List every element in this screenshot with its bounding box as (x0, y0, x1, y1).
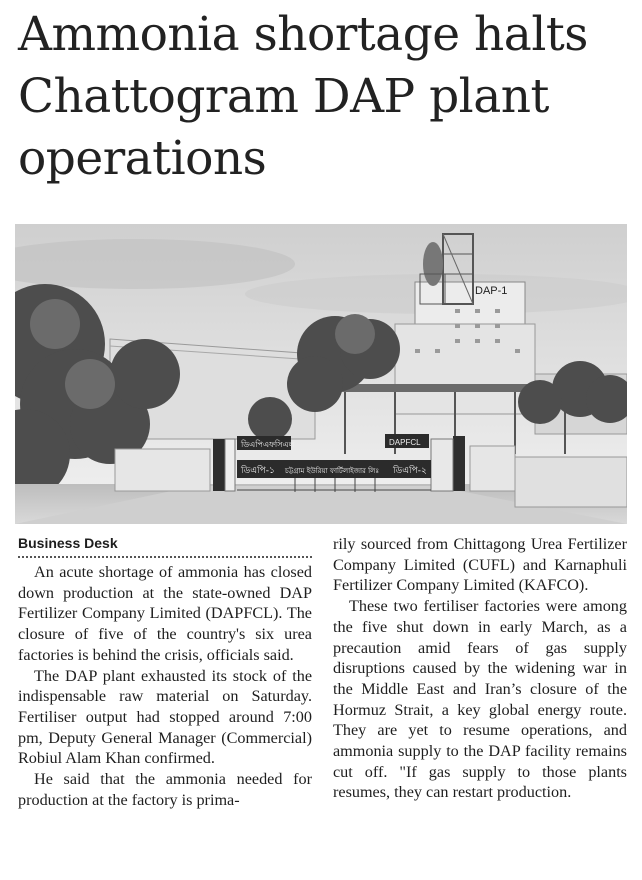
gate-sign-top-right: DAPFCL (389, 438, 421, 447)
article-column-right (333, 534, 627, 803)
tower-label: DAP-1 (475, 285, 508, 297)
gate-sign-center: চট্টগ্রাম ইউরিয়া ফার্টিলাইজার লিঃ (285, 467, 380, 475)
paragraph-3: He said that the ammonia needed for production at the factory is prima- (18, 770, 312, 809)
plant-gate-image (15, 224, 627, 524)
paragraph-3-continued: rily sourced from Chittagong Urea Fertilizer Company Limited (CUFL) and Karnaphuli Fertilizer Company Limited (KAFCO). (333, 535, 627, 595)
article-column-left (18, 534, 312, 810)
paragraph-4: These two fertiliser factories were among the five shut down in early March, as a precaution amid fears of gas supply disruptions caused by the widening war in the Middle East and Iran’s closure of the Hormuz Strait, a key global energy route. They are yet to resume operations, and ammonia supply to the DAP facility remains cut off. "If gas supply to those plants resumes, they can restart production. (333, 597, 627, 802)
article-photo (15, 224, 627, 524)
byline: Business Desk (18, 534, 312, 558)
paragraph-2: The DAP plant exhausted its stock of the indispensable raw material on Saturday. Fertiliser output had stopped around 7:00 pm, Deputy General Manager (Commercial) Robiul Alam Khan confirmed. (18, 666, 312, 768)
gate-pillar-right (453, 436, 465, 491)
gate-sign-top-left: ডিএপিএফসিএল (241, 440, 295, 449)
headline: Ammonia shortage halts Chattogram DAP plant operations (18, 7, 588, 186)
gate-pillar-left (213, 439, 225, 491)
gate-sign-left: ডিএপি-১ (241, 466, 275, 476)
gate-sign-right: ডিএপি-২ (393, 466, 427, 476)
paragraph-1: An acute shortage of ammonia has closed down production at the state-owned DAP Fertilizer Company Limited (DAPFCL). The closure of five of the country's six urea factories is behind the crisis, officials said. (18, 563, 312, 664)
